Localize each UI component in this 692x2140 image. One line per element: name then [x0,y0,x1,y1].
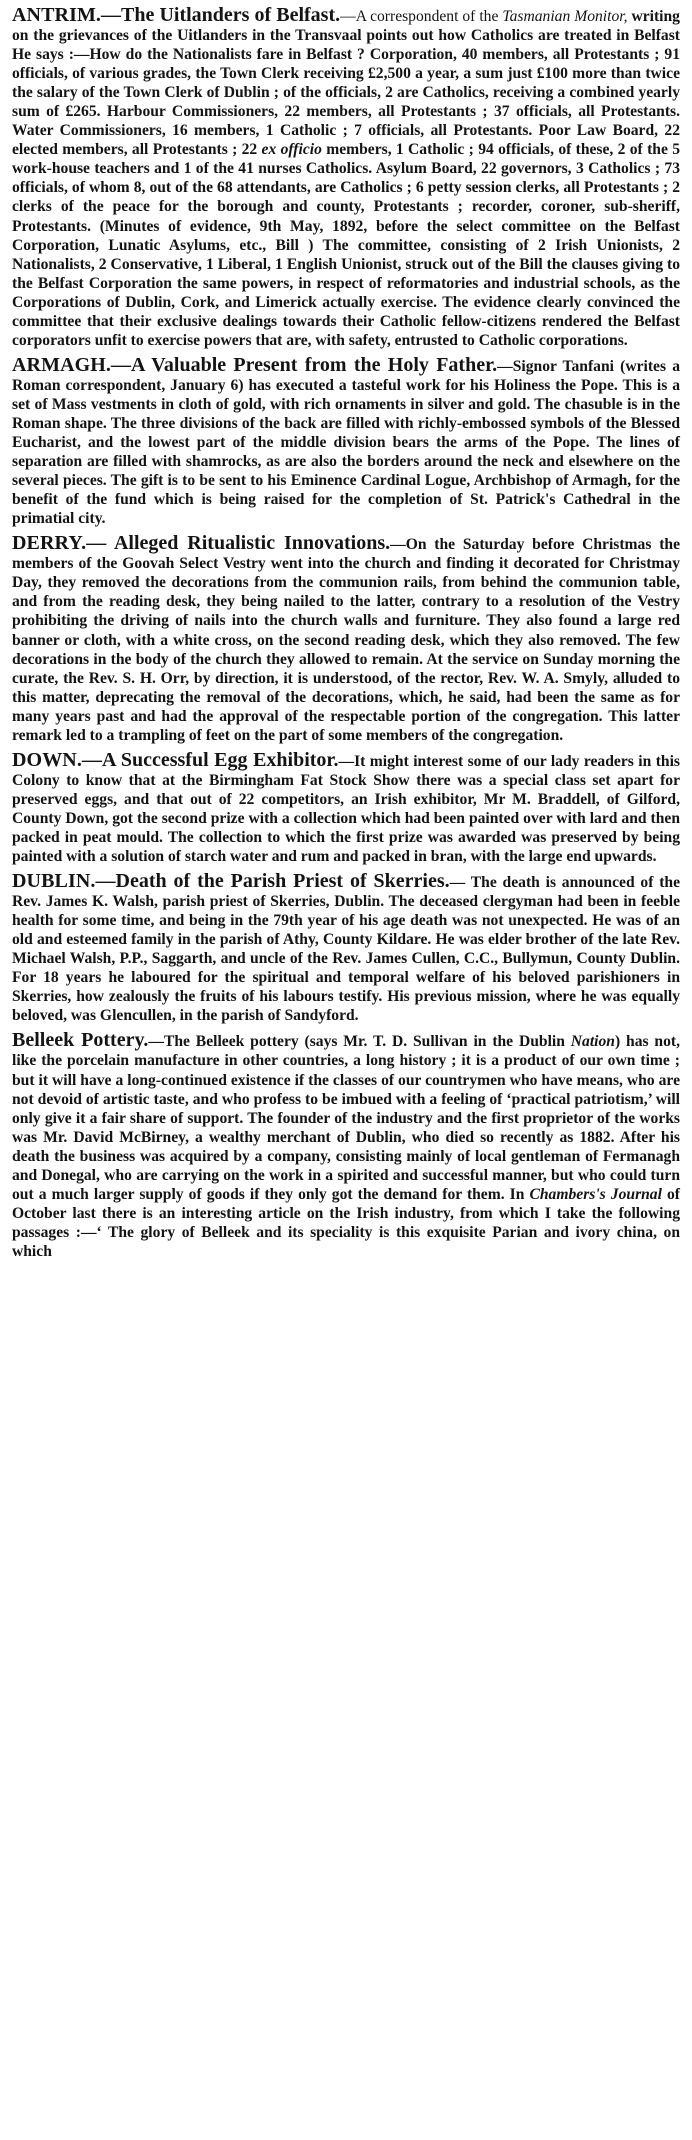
headline-title: —A Successful Egg Exhibitor. [81,748,339,771]
headline-title: —Death of the Parish Priest of Skerries. [95,870,450,893]
article-down [12,748,680,866]
article-text: of October last there is an interesting article on the Irish industry, from which I take the following passages :—‘ The glory of Belleek and its speciality is this exquisite Parian and ivory china, on which [12,1185,680,1260]
article-text-italic: Nation [570,1033,615,1051]
article-text: —A correspondent of the [340,8,503,25]
article-text: writing on the grievances of the Uitlanders in the Transvaal points out how Catholics are treated in Belfast He says :—How do the Nationalists fare in Belfast ? Corporation, 40 members, all Protestants ; 91 officials, of various grades, the Town Clerk receiving £2,500 a year, a sum just £100 more than twice the salary of the Town Clerk of Dublin ; of the officials, 2 are Catholics, receiving a combined yearly sum of £265. Harbour Commissioners, 22 members, all Protestants ; 37 officials, all Protestants. Water Commissioners, 16 members, 1 Catholic ; 7 officials, all Protestants. Poor Law Board, 22 elected members, all Protestants ; 22 [12,8,680,159]
article-antrim [12,6,680,350]
article-text: — The death is announced of the Rev. James K. Walsh, parish priest of Skerries, Dublin. The deceased clergyman had been in feeble health for some time, and being in the 79th year of his age death was not unexpected. He was of an old and esteemed family in the parish of Athy, County Kildare. He was elder brother of the late Rev. Michael Walsh, P.P., Saggarth, and uncle of the Rev. James Cullen, C.C., Bullymun, County Dublin. For 18 years he laboured for the spiritual and temporal welfare of his beloved parishioners in Skerries, how zealously the fruits of his labours testify. His previous mission, where he was equally beloved, was Glencullen, in the parish of Sandyford. [12,874,680,1025]
headline-county: DUBLIN. [12,870,96,893]
article-belleek [12,1031,680,1261]
headline-county: DOWN. [12,748,82,771]
headline-title: Belleek Pottery. [12,1029,149,1052]
article-text-italic: ex officio [261,141,322,159]
article-text-italic: Tasmanian Monitor, [502,8,628,25]
headline-title: —The Uitlanders of Belfast. [101,4,341,26]
headline-county: ANTRIM. [12,4,102,26]
headline-title: —A Valuable Present from the Holy Father. [111,353,498,376]
article-dublin [12,872,680,1025]
article-text: members, 1 Catholic ; 94 officials, of these, 2 of the 5 work-house teachers and 1 of the 41 nurses Catholics. Asylum Board, 22 governors, 3 Catholics ; 73 officials, of whom 8, out of the 68 attendants, are Catholics ; 6 petty session clerks, all Protestants ; 2 clerks of the peace for the borough and county, Protestants ; recorder, coroner, sub-sheriff, Protestants. (Minutes of evidence, 9th May, 1892, before the select committee on the Belfast Corporation, Lunatic Asylums, etc., Bill ) The committee, consisting of 2 Irish Unionists, 2 Nationalists, 2 Conservative, 1 Liberal, 1 English Unionist, struck out of the Bill the clauses giving to the Belfast Corporation the same powers, in respect of reformatories and industrial schools, as the Corporations of Dublin, Cork, and Limerick actually exercise. The evidence clearly convinced the committee that their exclusive dealings towards their Catholic fellow-citizens rendered the Belfast corporators unfit to exercise powers that are, with safety, entrusted to Catholic corporations. [12,141,680,349]
article-text-italic: Chambers's Journal [529,1185,662,1203]
article-text: —The Belleek pottery (says Mr. T. D. Sullivan in the Dublin [148,1033,571,1051]
headline-county: ARMAGH. [12,353,112,376]
headline-county: DERRY. [12,532,87,555]
article-armagh [12,353,681,528]
headline-title: — Alleged Ritualistic Innovations. [86,532,391,555]
article-text: ) has not, like the porcelain manufacture in other countries, a long history ; it is a product of our own time ; but it will have a long-continued existence if the classes of our countrymen who have means, who are not devoid of artistic taste, and who profess to be imbued with a feeling of ‘practical patriotism,’ will only give it a fair share of support. The founder of the industry and the first proprietor of the works was Mr. David McBirney, a wealthy merchant of Dublin, who died so recently as 1882. After his death the business was acquired by a company, consisting mainly of local gentleman of Fermanagh and Donegal, who are carrying on the work in a spirited and successful manner, but who could turn out a much larger supply of goods if they only got the demand for them. In [12,1033,680,1203]
article-text: —On the Saturday before Christmas the members of the Goovah Select Vestry went into the church and finding it decorated for Christmay Day, they removed the decorations from the communion rails, from behind the communion table, and from the reading desk, they being nailed to the latter, contrary to a resolution of the Vestry prohibiting the driving of nails into the church walls and furniture. They also found a large red banner or cloth, with a white cross, on the second reading desk, which they also removed. The few decorations in the body of the church they allowed to remain. At the service on Sunday morning the curate, the Rev. S. H. Orr, by direction, it is understood, of the rector, Rev. W. A. Smyly, alluded to this matter, deprecating the removal of the decorations, which, he said, had been the same as for many years past and had the approval of the respectable portion of the congregation. This latter remark led to a trampling of feet on the part of some members of the congregation. [12,536,680,744]
article-text: —Signor Tanfani (writes a Roman correspondent, January 6) has executed a tasteful work for his Holiness the Pope. This is a set of Mass vestments in cloth of gold, with rich ornaments in silver and gold. The chasuble is in the Roman shape. The three divisions of the back are filled with richly-embossed symbols of the Blessed Eucharist, and the lowest part of the middle division bears the arms of the Pope. The lines of separation are filled with shamrocks, as are also the borders around the neck and elsewhere on the several pieces. The gift is to be sent to his Eminence Cardinal Logue, Archbishop of Armagh, for the benefit of the fund which is being raised for the completion of St. Patrick's Cathedral in the primatial city. [12,357,681,528]
article-derry [12,534,680,745]
article-text: —It might interest some of our lady readers in this Colony to know that at the Birmingham Fat Stock Show there was a special class set apart for preserved eggs, and that out of 22 competitors, an Irish exhibitor, Mr M. Braddell, of Gilford, County Down, got the second prize with a collection which had been painted over with lard and then packed in peat mould. The collection to which the first prize was awarded was preserved by being painted with a solution of starch water and rum and packed in bran, with the large end upwards. [12,752,680,866]
